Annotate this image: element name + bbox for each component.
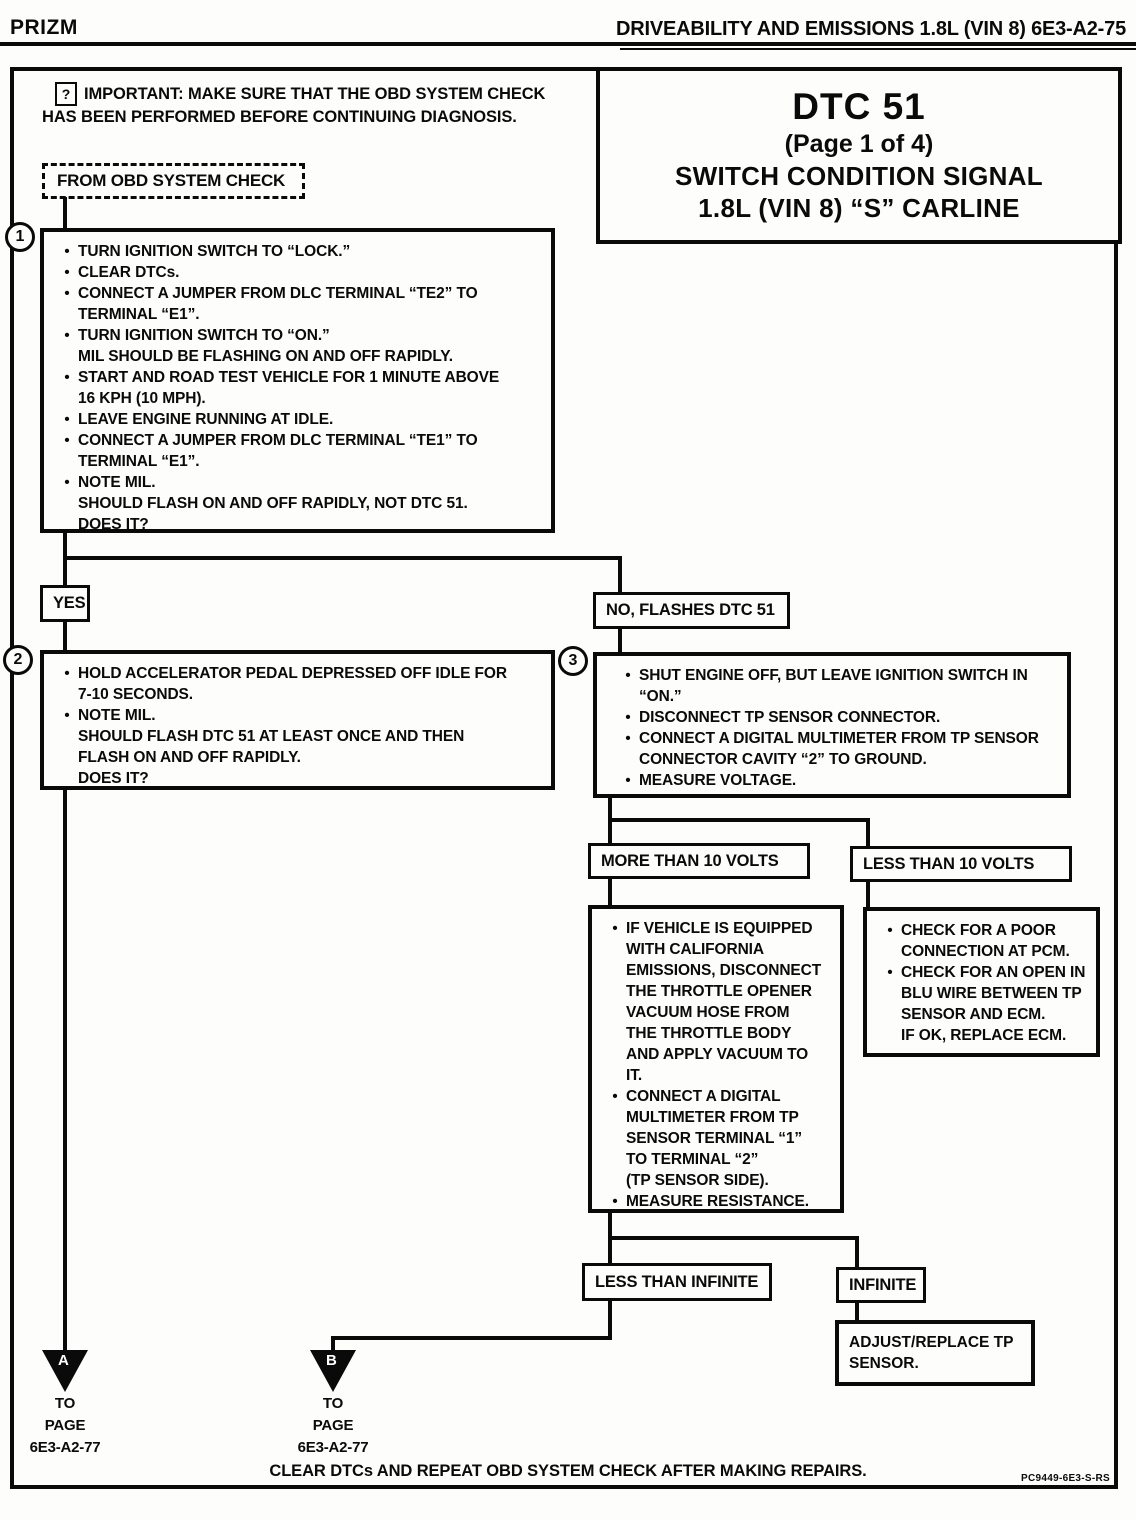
bullet-item	[604, 918, 832, 1086]
step-circle-1: 1	[5, 222, 35, 252]
connector-line	[63, 197, 67, 230]
step2-box	[40, 650, 555, 790]
decision-less-than-infinite: LESS THAN INFINITE	[582, 1263, 772, 1301]
decision-more-than-10-volts: MORE THAN 10 VOLTS	[588, 843, 810, 879]
bullet-dot: •	[887, 964, 893, 981]
adjust-action-text: ADJUST/REPLACE TP SENSOR.	[849, 1334, 1014, 1372]
step1-bullets	[44, 232, 551, 541]
page-header-left: PRIZM	[10, 16, 78, 39]
bullet-dot: •	[887, 922, 893, 939]
bullet-item	[56, 283, 543, 325]
offpage-arrow-a	[42, 1350, 88, 1392]
page-header-right: DRIVEABILITY AND EMISSIONS 1.8L (VIN 8) 6E3-A2-75	[616, 18, 1126, 40]
connector-line	[331, 1336, 612, 1340]
bullet-item	[879, 920, 1088, 962]
bullet-text: START AND ROAD TEST VEHICLE FOR 1 MINUTE ABOVE 16 KPH (10 MPH).	[78, 369, 500, 407]
bullet-dot: •	[64, 707, 70, 724]
bullet-text: IF VEHICLE IS EQUIPPED WITH CALIFORNIA EMISSIONS, DISCONNECT THE THROTTLE OPENER VACUUM HOSE FROM THE THROTTLE BODY AND APPLY VACUUM TO IT.	[626, 920, 822, 1084]
action-less-than-10v-box	[863, 907, 1100, 1057]
step2-bullets	[44, 654, 551, 795]
offpage-arrow-b	[310, 1350, 356, 1392]
connector-line	[866, 880, 870, 909]
bullet-item	[617, 728, 1059, 770]
bullet-dot: •	[612, 1088, 618, 1105]
bullet-item	[56, 409, 543, 430]
header-rule	[0, 42, 1136, 46]
connector-line	[608, 1236, 859, 1240]
step-circle-3: 3	[558, 646, 588, 676]
bullet-dot: •	[64, 369, 70, 386]
bullet-dot: •	[612, 920, 618, 937]
step-circle-2: 2	[3, 645, 33, 675]
bullet-text: CONNECT A JUMPER FROM DLC TERMINAL “TE2” TO TERMINAL “E1”.	[78, 285, 478, 323]
offpage-label-a	[0, 1393, 130, 1459]
footer-instruction: CLEAR DTCs AND REPEAT OBD SYSTEM CHECK AFTER MAKING REPAIRS.	[269, 1462, 867, 1480]
important-note	[42, 82, 590, 128]
offpage-b-line: 6E3-A2-77	[297, 1439, 369, 1456]
bullet-item	[604, 1191, 832, 1212]
bullet-dot: •	[64, 665, 70, 682]
important-note-line2: HAS BEEN PERFORMED BEFORE CONTINUING DIAGNOSIS.	[42, 108, 517, 126]
bullet-dot: •	[625, 730, 631, 747]
title-block	[596, 67, 1122, 244]
connector-line	[608, 818, 870, 822]
offpage-a-line: PAGE	[44, 1417, 86, 1434]
bullet-item	[617, 707, 1059, 728]
bullet-text: TURN IGNITION SWITCH TO “ON.” MIL SHOULD BE FLASHING ON AND OFF RAPIDLY.	[78, 327, 453, 365]
action-more-than-10v-box	[588, 905, 844, 1213]
connector-line	[608, 1299, 612, 1340]
connector-line	[608, 877, 612, 907]
bullet-item	[617, 770, 1059, 791]
bullet-item	[56, 430, 543, 472]
bullet-item	[56, 241, 543, 262]
bullet-item	[604, 1086, 832, 1191]
connector-line	[63, 620, 67, 652]
bullet-text: DISCONNECT TP SENSOR CONNECTOR.	[639, 709, 941, 726]
bullet-dot: •	[64, 327, 70, 344]
bullet-text: TURN IGNITION SWITCH TO “LOCK.”	[78, 243, 351, 260]
header-rule-secondary	[620, 48, 1136, 50]
bullet-text: SHUT ENGINE OFF, BUT LEAVE IGNITION SWITCH IN “ON.”	[639, 667, 1028, 705]
title-signal: SWITCH CONDITION SIGNAL	[675, 160, 1043, 191]
connector-line	[63, 556, 622, 560]
doc-code: PC9449-6E3-S-RS	[1021, 1473, 1110, 1484]
decision-infinite: INFINITE	[836, 1267, 926, 1303]
step3-bullets	[597, 656, 1067, 797]
less-action-bullets	[867, 911, 1096, 1052]
connector-line	[855, 1301, 859, 1322]
connector-line	[866, 818, 870, 848]
bullet-text: NOTE MIL. SHOULD FLASH ON AND OFF RAPIDLY, NOT DTC 51. DOES IT?	[78, 474, 468, 533]
bullet-item	[56, 325, 543, 367]
offpage-a-line: 6E3-A2-77	[29, 1439, 101, 1456]
bullet-dot: •	[625, 709, 631, 726]
bullet-text: CHECK FOR AN OPEN IN BLU WIRE BETWEEN TP SENSOR AND ECM. IF OK, REPLACE ECM.	[901, 964, 1086, 1044]
connector-line	[855, 1236, 859, 1269]
bullet-text: MEASURE VOLTAGE.	[639, 772, 797, 789]
bullet-item	[879, 962, 1088, 1046]
bullet-text: MEASURE RESISTANCE.	[626, 1193, 809, 1210]
decision-no-flashes-dtc51: NO, FLASHES DTC 51	[593, 592, 790, 629]
bullet-item	[56, 262, 543, 283]
bullet-dot: •	[64, 411, 70, 428]
bullet-item	[56, 367, 543, 409]
connector-line	[63, 788, 67, 1352]
decision-less-than-10-volts: LESS THAN 10 VOLTS	[850, 846, 1072, 882]
connector-line	[618, 556, 622, 594]
action-adjust-replace-tp-sensor	[835, 1320, 1035, 1386]
important-note-line1: IMPORTANT: MAKE SURE THAT THE OBD SYSTEM CHECK	[84, 85, 546, 103]
bullet-text: CLEAR DTCs.	[78, 264, 180, 281]
offpage-arrow-b-letter: B	[326, 1352, 337, 1369]
offpage-b-line: TO	[322, 1395, 344, 1412]
offpage-arrow-a-letter: A	[58, 1352, 69, 1369]
bullet-item	[56, 472, 543, 535]
bullet-dot: •	[64, 432, 70, 449]
title-carline: 1.8L (VIN 8) “S” CARLINE	[698, 193, 1020, 224]
bullet-text: NOTE MIL. SHOULD FLASH DTC 51 AT LEAST ONCE AND THEN FLASH ON AND OFF RAPIDLY. DOES IT?	[78, 707, 465, 787]
bullet-dot: •	[64, 243, 70, 260]
entry-from-obd-check: FROM OBD SYSTEM CHECK	[42, 163, 305, 199]
bullet-text: CONNECT A DIGITAL MULTIMETER FROM TP SENSOR TERMINAL “1” TO TERMINAL “2” (TP SENSOR SIDE).	[626, 1088, 803, 1189]
offpage-label-b	[268, 1393, 398, 1459]
title-dtc: DTC 51	[792, 86, 926, 128]
bullet-dot: •	[625, 667, 631, 684]
step3-box	[593, 652, 1071, 798]
bullet-dot: •	[64, 474, 70, 491]
connector-line	[618, 626, 622, 654]
important-icon: ?	[55, 82, 77, 106]
more-action-bullets	[592, 909, 840, 1218]
bullet-text: CHECK FOR A POOR CONNECTION AT PCM.	[901, 922, 1070, 960]
bullet-text: CONNECT A DIGITAL MULTIMETER FROM TP SENSOR CONNECTOR CAVITY “2” TO GROUND.	[639, 730, 1039, 768]
decision-yes: YES	[40, 585, 90, 622]
bullet-text: HOLD ACCELERATOR PEDAL DEPRESSED OFF IDLE FOR 7-10 SECONDS.	[78, 665, 507, 703]
bullet-text: CONNECT A JUMPER FROM DLC TERMINAL “TE1” TO TERMINAL “E1”.	[78, 432, 478, 470]
bullet-dot: •	[64, 264, 70, 281]
bullet-dot: •	[625, 772, 631, 789]
bullet-item	[56, 663, 543, 705]
bullet-dot: •	[64, 285, 70, 302]
offpage-a-line: TO	[54, 1395, 76, 1412]
bullet-item	[56, 705, 543, 789]
title-page: (Page 1 of 4)	[784, 129, 934, 158]
offpage-b-line: PAGE	[312, 1417, 354, 1434]
bullet-dot: •	[612, 1193, 618, 1210]
step1-box	[40, 228, 555, 533]
bullet-item	[617, 665, 1059, 707]
bullet-text: LEAVE ENGINE RUNNING AT IDLE.	[78, 411, 334, 428]
